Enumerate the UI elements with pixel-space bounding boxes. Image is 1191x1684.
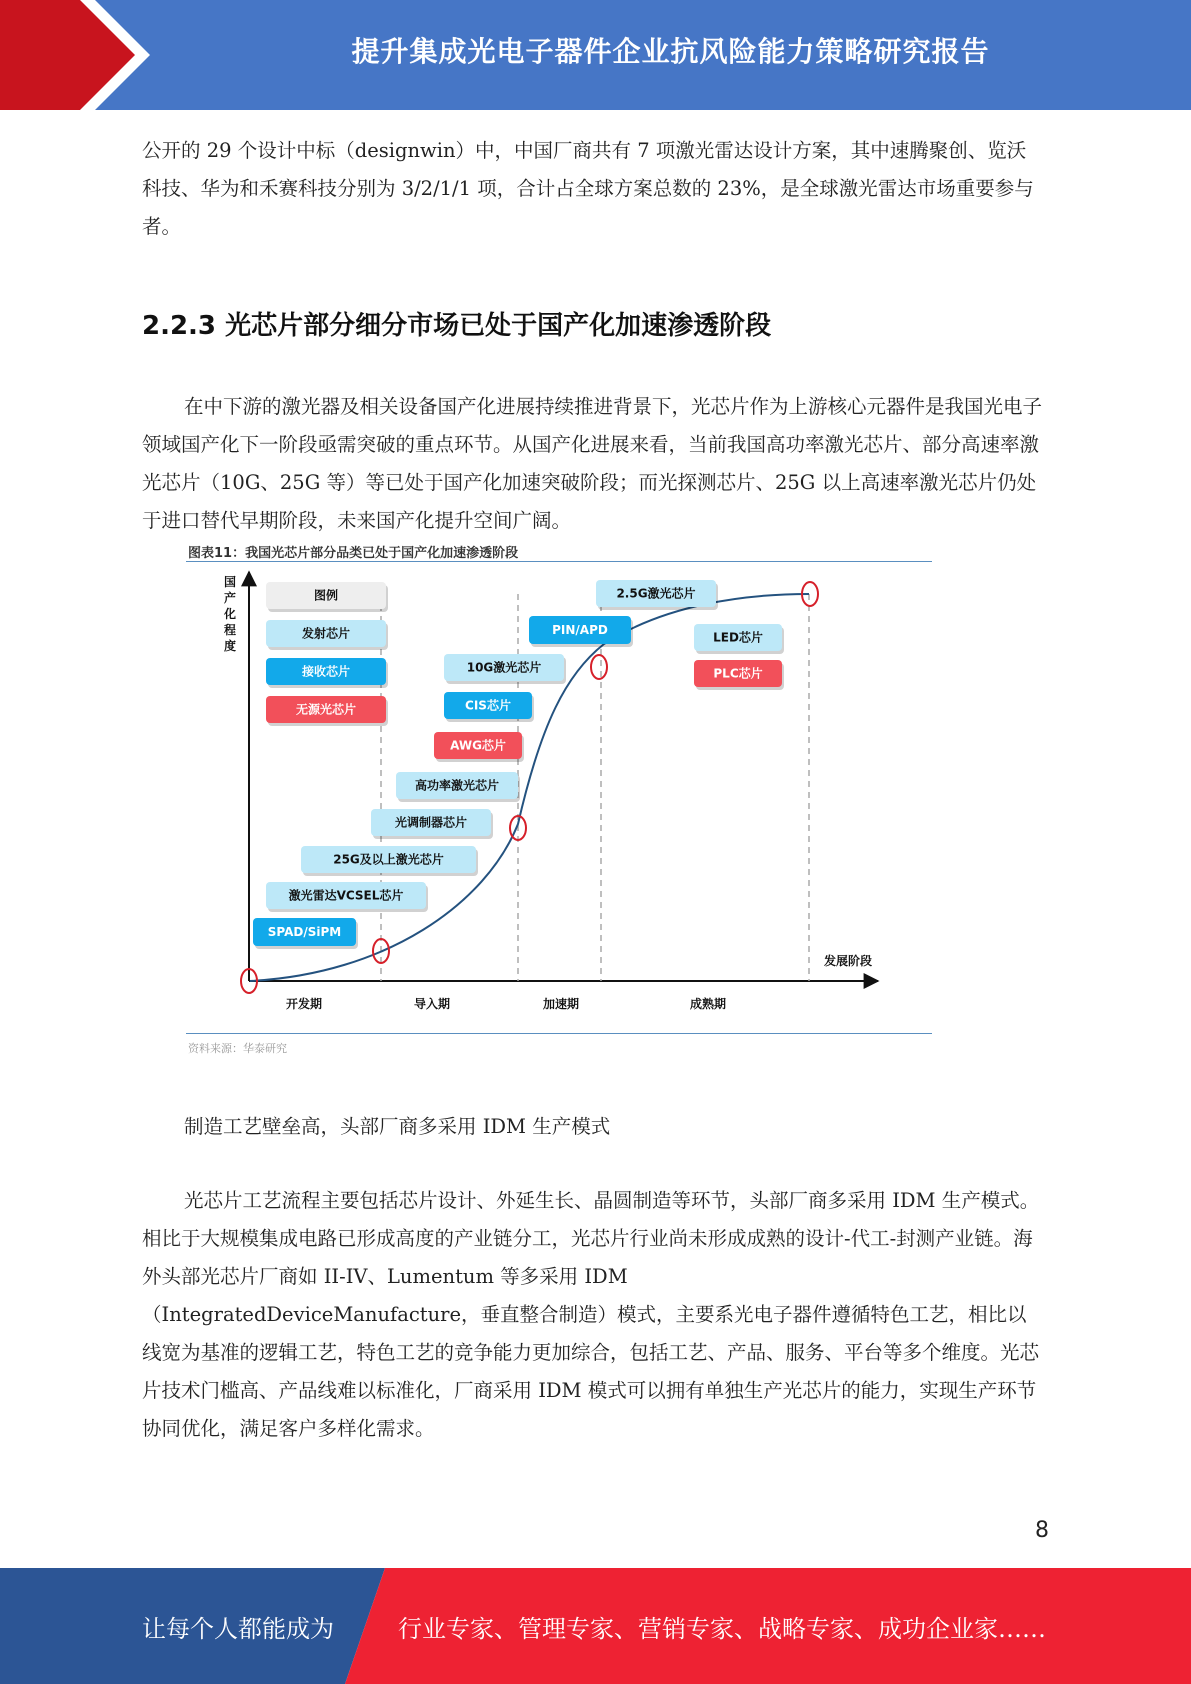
legend-item	[266, 658, 388, 688]
svg-text:SPAD/SiPM: SPAD/SiPM	[267, 925, 342, 939]
figure-chip-localization	[186, 540, 932, 1060]
chip-label	[266, 882, 428, 912]
footer-slogan-left: 让每个人都能成为	[142, 1614, 334, 1643]
y-axis-label-char: 产	[223, 591, 237, 605]
y-axis-label-char: 国	[223, 575, 237, 589]
svg-text:无源光芯片: 无源光芯片	[295, 702, 357, 717]
chip-label	[529, 616, 633, 647]
svg-text:10G激光芯片: 10G激光芯片	[466, 660, 542, 675]
closing-paragraph-line2: （IntegratedDeviceManufacture，垂直整合制造）模式，主要系光电子器件遵循特色工艺，相比以线宽为基准的逻辑工艺，特色工艺的竞争能力更加综合，包括工艺、产品、服务、平台等多个维度。光芯片技术门槛高、产品线难以标准化，厂商采用 IDM 模式可以拥有单独生产光芯片的能力，实现生产环节协同优化，满足客户多样化需求。	[142, 1303, 1040, 1440]
svg-text:PLC芯片: PLC芯片	[713, 666, 763, 681]
chip-label	[694, 660, 784, 690]
svg-text:AWG芯片: AWG芯片	[450, 738, 506, 753]
svg-text:CIS芯片: CIS芯片	[465, 698, 511, 713]
chip-label	[444, 692, 534, 722]
svg-text:接收芯片: 接收芯片	[301, 664, 351, 679]
page-number: 8	[1035, 1518, 1049, 1543]
stage-label: 成熟期	[689, 997, 727, 1011]
legend-item	[266, 582, 388, 612]
intro-paragraph: 公开的 29 个设计中标（designwin）中，中国厂商共有 7 项激光雷达设计方案，其中速腾聚创、览沃科技、华为和禾赛科技分别为 3/2/1/1 项，合计占全球方案总数的 23%，是全球激光雷达市场重要参与者。	[142, 139, 1034, 238]
y-axis-label-char: 度	[223, 639, 237, 653]
subheading: 制造工艺壁垒高，头部厂商多采用 IDM 生产模式	[184, 1115, 611, 1138]
legend-item	[266, 696, 388, 726]
svg-text:PIN/APD: PIN/APD	[552, 623, 608, 637]
stage-marker	[591, 655, 607, 679]
stage-label: 开发期	[285, 997, 323, 1011]
figure-source: 资料来源：华泰研究	[188, 1042, 287, 1055]
page-header	[0, 0, 1191, 110]
stage-label: 加速期	[542, 997, 580, 1011]
section-heading: 2.2.3 光芯片部分细分市场已处于国产化加速渗透阶段	[142, 311, 772, 341]
chip-label	[371, 809, 493, 839]
page-footer	[0, 1568, 1191, 1684]
footer-slogan-right: 行业专家、管理专家、营销专家、战略专家、成功企业家……	[398, 1614, 1046, 1643]
chip-label	[396, 772, 520, 802]
closing-paragraph-line1: 光芯片工艺流程主要包括芯片设计、外延生长、晶圆制造等环节，头部厂商多采用 IDM 生产模式。相比于大规模集成电路已形成高度的产业链分工，光芯片行业尚未形成成熟的设计-代工-封测产业链。海外头部光芯片厂商如 II-IV、Lumentum 等多采用 IDM	[142, 1189, 1040, 1288]
chip-label	[301, 846, 478, 876]
stage-label: 导入期	[413, 997, 451, 1011]
chart-svg	[186, 564, 932, 1034]
legend-item	[266, 620, 388, 650]
section-paragraph: 在中下游的激光器及相关设备国产化进展持续推进背景下，光芯片作为上游核心元器件是我国光电子领域国产化下一阶段亟需突破的重点环节。从国产化进展来看，当前我国高功率激光芯片、部分高速率激光芯片（10G、25G 等）等已处于国产化加速突破阶段；而光探测芯片、25G 以上高速率激光芯片仍处于进口替代早期阶段，未来国产化提升空间广阔。	[142, 395, 1043, 532]
stage-labels	[286, 996, 726, 1011]
svg-text:发射芯片: 发射芯片	[301, 626, 351, 641]
svg-text:高功率激光芯片: 高功率激光芯片	[414, 778, 500, 793]
svg-text:LED芯片: LED芯片	[713, 630, 763, 645]
figure-top-rule	[186, 561, 932, 562]
chip-label	[253, 918, 358, 949]
chip-label	[434, 732, 524, 762]
svg-text:图例: 图例	[313, 588, 339, 603]
chip-label	[596, 580, 718, 610]
figure-bottom-rule	[186, 1033, 932, 1034]
chip-label	[694, 624, 784, 654]
svg-text:25G及以上激光芯片: 25G及以上激光芯片	[333, 852, 444, 867]
y-axis-label-char: 程	[223, 623, 237, 637]
svg-text:光调制器芯片: 光调制器芯片	[394, 815, 468, 830]
y-axis-label	[223, 575, 236, 653]
report-title: 提升集成光电子器件企业抗风险能力策略研究报告	[351, 35, 990, 68]
y-axis-label-char: 化	[223, 607, 237, 621]
x-axis-label: 发展阶段	[824, 954, 873, 968]
figure-caption: 图表11：我国光芯片部分品类已处于国产化加速渗透阶段	[188, 546, 519, 561]
chart-legend	[266, 582, 388, 726]
chip-label	[444, 654, 566, 684]
svg-text:2.5G激光芯片: 2.5G激光芯片	[616, 586, 696, 601]
svg-text:激光雷达VCSEL芯片: 激光雷达VCSEL芯片	[288, 888, 404, 903]
